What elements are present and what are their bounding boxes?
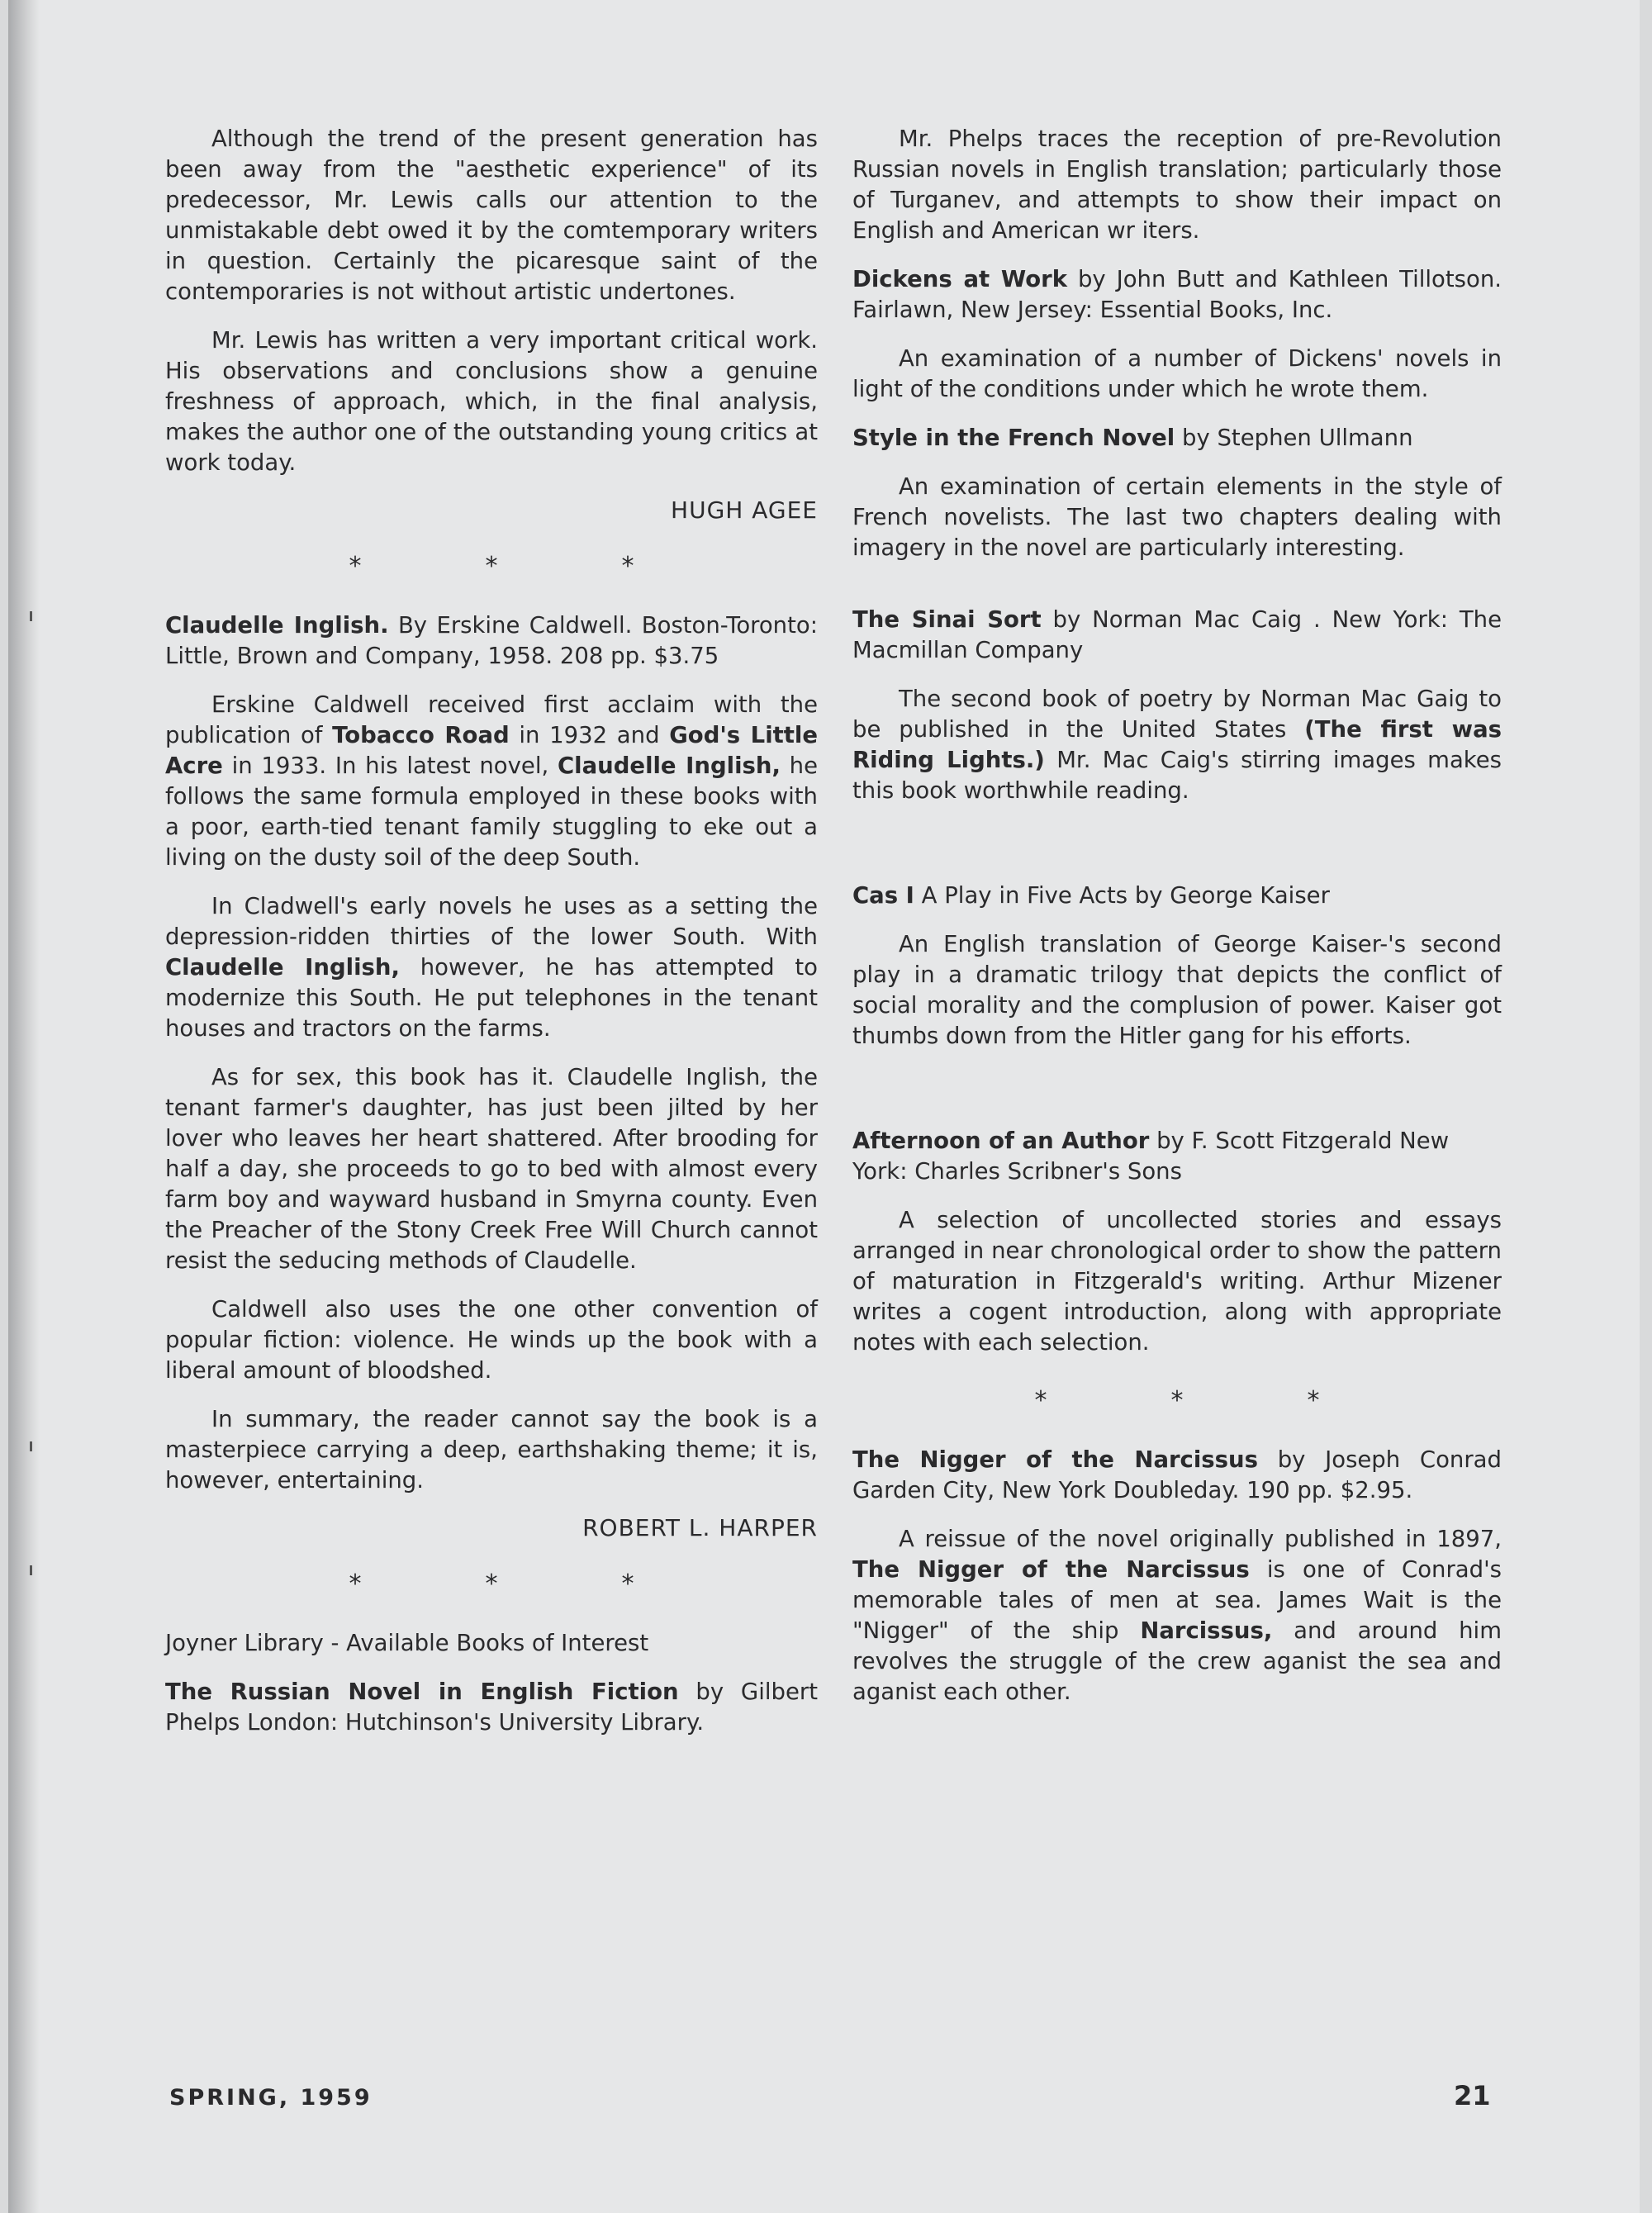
page-binding-shadow <box>8 0 40 2213</box>
left-column <box>165 124 818 1756</box>
right-column <box>852 124 1502 1726</box>
divider-star: * <box>349 552 362 581</box>
review-paragraph: Mr. Lewis has written a very important critical work. His observations and conclusions show a genuine freshness of approach, which, in the final analysis, makes the author one of the outstanding young critics at work today. <box>165 327 818 476</box>
spacer <box>852 1070 1502 1126</box>
page-number: 21 <box>1454 2080 1491 2111</box>
book-citation: A Play in Five Acts by George Kaiser <box>921 882 1330 909</box>
book-description: Mr. Phelps traces the reception of pre-Revolution Russian novels in English translation; particularly those of Turganev, and attempts to show their impact on English and American wr iters. <box>852 126 1502 244</box>
text-run: however, he has attempted to modernize this South. He put telephones in the tenant houses and tractors on the farms. <box>165 954 818 1042</box>
book-title: Claudelle Inglish. <box>165 612 389 639</box>
book-description <box>852 1524 1502 1707</box>
text-run: A reissue of the novel originally published in 1897, <box>899 1526 1502 1552</box>
book-citation: by Stephen Ullmann <box>1182 425 1413 451</box>
text-run: In Cladwell's early novels he uses as a setting the depression-ridden thirties of the lower South. With <box>165 893 818 950</box>
book-citation: by Gilbert Phelps London: Hutchinson's University Library. <box>165 1679 818 1736</box>
book-title: The Nigger of the Narcissus <box>852 1556 1250 1583</box>
book-entry <box>852 605 1502 666</box>
book-citation: By Erskine Caldwell. Boston-Toronto: Little, Brown and Company, 1958. 208 pp. $3.75 <box>165 612 818 669</box>
book-title: Tobacco Road <box>332 722 510 748</box>
book-description: An examination of a number of Dickens' novels in light of the conditions under which he wrote them. <box>852 345 1502 402</box>
book-citation: by Norman Mac Caig . New York: The Macmillan Company <box>852 606 1502 663</box>
book-title: The Russian Novel in English Fiction <box>165 1679 679 1705</box>
divider-star: * <box>349 1570 362 1598</box>
text-run: in 1933. In his latest novel, <box>231 753 549 779</box>
text-run: he follows the same formula employed in these books with a poor, earth-tied tenant family stuggling to eke out a living on the dusty soil of the deep South. <box>165 753 819 871</box>
reviewer-signature: ROBERT L. HARPER <box>582 1514 818 1541</box>
book-title: Claudelle Inglish, <box>165 954 400 981</box>
book-entry <box>852 1445 1502 1506</box>
book-entry <box>852 881 1502 911</box>
divider-star: * <box>1307 1386 1320 1415</box>
reviewer-signature: HUGH AGEE <box>671 496 818 524</box>
book-title: Claudelle Inglish, <box>557 753 781 779</box>
section-divider-stars <box>165 552 818 581</box>
divider-star: * <box>1170 1386 1184 1415</box>
review-paragraph: Caldwell also uses the one other convention of popular fiction: violence. He winds up the book with a liberal amount of bloodshed. <box>165 1296 818 1384</box>
spacer <box>852 582 1502 605</box>
book-title: (The first was Riding Lights.) <box>852 716 1502 773</box>
review-paragraph: Although the trend of the present generation has been away from the "aesthetic experience" of its predecessor, Mr. Lewis calls our attention to the unmistakable debt owed it by the comtemporary writers in question. Certainly the picaresque saint of the contemporaries is not without artistic undertones. <box>165 126 818 305</box>
magazine-page <box>8 0 1640 2213</box>
book-description <box>852 684 1502 806</box>
section-heading: Joyner Library - Available Books of Interest <box>165 1630 649 1656</box>
book-entry <box>852 264 1502 325</box>
book-entry <box>852 423 1502 454</box>
text-run: The second book of poetry by Norman Mac Gaig to be published in the United States <box>852 686 1502 743</box>
text-run: and around him revolves the struggle of the crew aganist the sea and aganist each other. <box>852 1617 1502 1705</box>
section-divider-stars <box>165 1570 818 1598</box>
book-citation: by Joseph Conrad Garden City, New York Doubleday. 190 pp. $2.95. <box>852 1446 1502 1503</box>
review-heading <box>165 610 818 672</box>
book-title: Cas I <box>852 882 914 909</box>
margin-mark <box>30 611 32 621</box>
divider-star: * <box>621 552 634 581</box>
book-description: An English translation of George Kaiser-'s second play in a dramatic trilogy that depicts the conflict of social morality and the complusion of power. Kaiser got thumbs down from the Hitler gang for his efforts. <box>852 931 1502 1049</box>
divider-star: * <box>621 1570 634 1598</box>
book-description: An examination of certain elements in the style of French novelists. The last two chapters dealing with imagery in the novel are particularly interesting. <box>852 473 1502 561</box>
issue-date: SPRING, 1959 <box>169 2085 373 2111</box>
book-title: Narcissus, <box>1140 1617 1273 1644</box>
text-run: is one of Conrad's memorable tales of men at sea. James Wait is the "Nigger" of the ship <box>852 1556 1502 1644</box>
margin-mark <box>30 1441 32 1451</box>
divider-star: * <box>485 1570 498 1598</box>
review-paragraph: As for sex, this book has it. Claudelle Inglish, the tenant farmer's daughter, has just been jilted by her lover who leaves her heart shattered. After brooding for half a day, she proceeds to go to bed with almost every farm boy and wayward husband in Smyrna county. Even the Preacher of the Stony Creek Free Will Church cannot resist the seducing methods of Claudelle. <box>165 1064 818 1274</box>
section-divider-stars <box>852 1386 1502 1415</box>
margin-mark <box>30 1565 32 1575</box>
review-paragraph: In summary, the reader cannot say the book is a masterpiece carrying a deep, earthshaking theme; it is, however, entertaining. <box>165 1406 818 1494</box>
book-description: A selection of uncollected stories and essays arranged in near chronological order to show the pattern of maturation in Fitzgerald's writing. Arthur Mizener writes a cogent introduction, along with appropriate notes with each selection. <box>852 1207 1502 1356</box>
book-title: Dickens at Work <box>852 266 1068 292</box>
book-title: God's Little Acre <box>165 722 818 779</box>
review-paragraph <box>165 690 818 873</box>
book-title: The Nigger of the Narcissus <box>852 1446 1258 1473</box>
book-title: Style in the French Novel <box>852 425 1175 451</box>
spacer <box>852 824 1502 881</box>
text-run: Erskine Caldwell received first acclaim with the publication of <box>165 691 818 748</box>
book-title: The Sinai Sort <box>852 606 1042 633</box>
book-citation: by F. Scott Fitzgerald New York: Charles Scribner's Sons <box>852 1128 1450 1185</box>
book-entry <box>852 1126 1502 1187</box>
book-citation: by John Butt and Kathleen Tillotson. Fairlawn, New Jersey: Essential Books, Inc. <box>852 266 1502 323</box>
divider-star: * <box>485 552 498 581</box>
text-run: Mr. Mac Caig's stirring images makes this book worthwhile reading. <box>852 747 1502 804</box>
book-entry <box>165 1677 818 1738</box>
divider-star: * <box>1034 1386 1047 1415</box>
review-paragraph <box>165 891 818 1044</box>
text-run: in 1932 and <box>519 722 660 748</box>
book-title: Afternoon of an Author <box>852 1128 1150 1154</box>
